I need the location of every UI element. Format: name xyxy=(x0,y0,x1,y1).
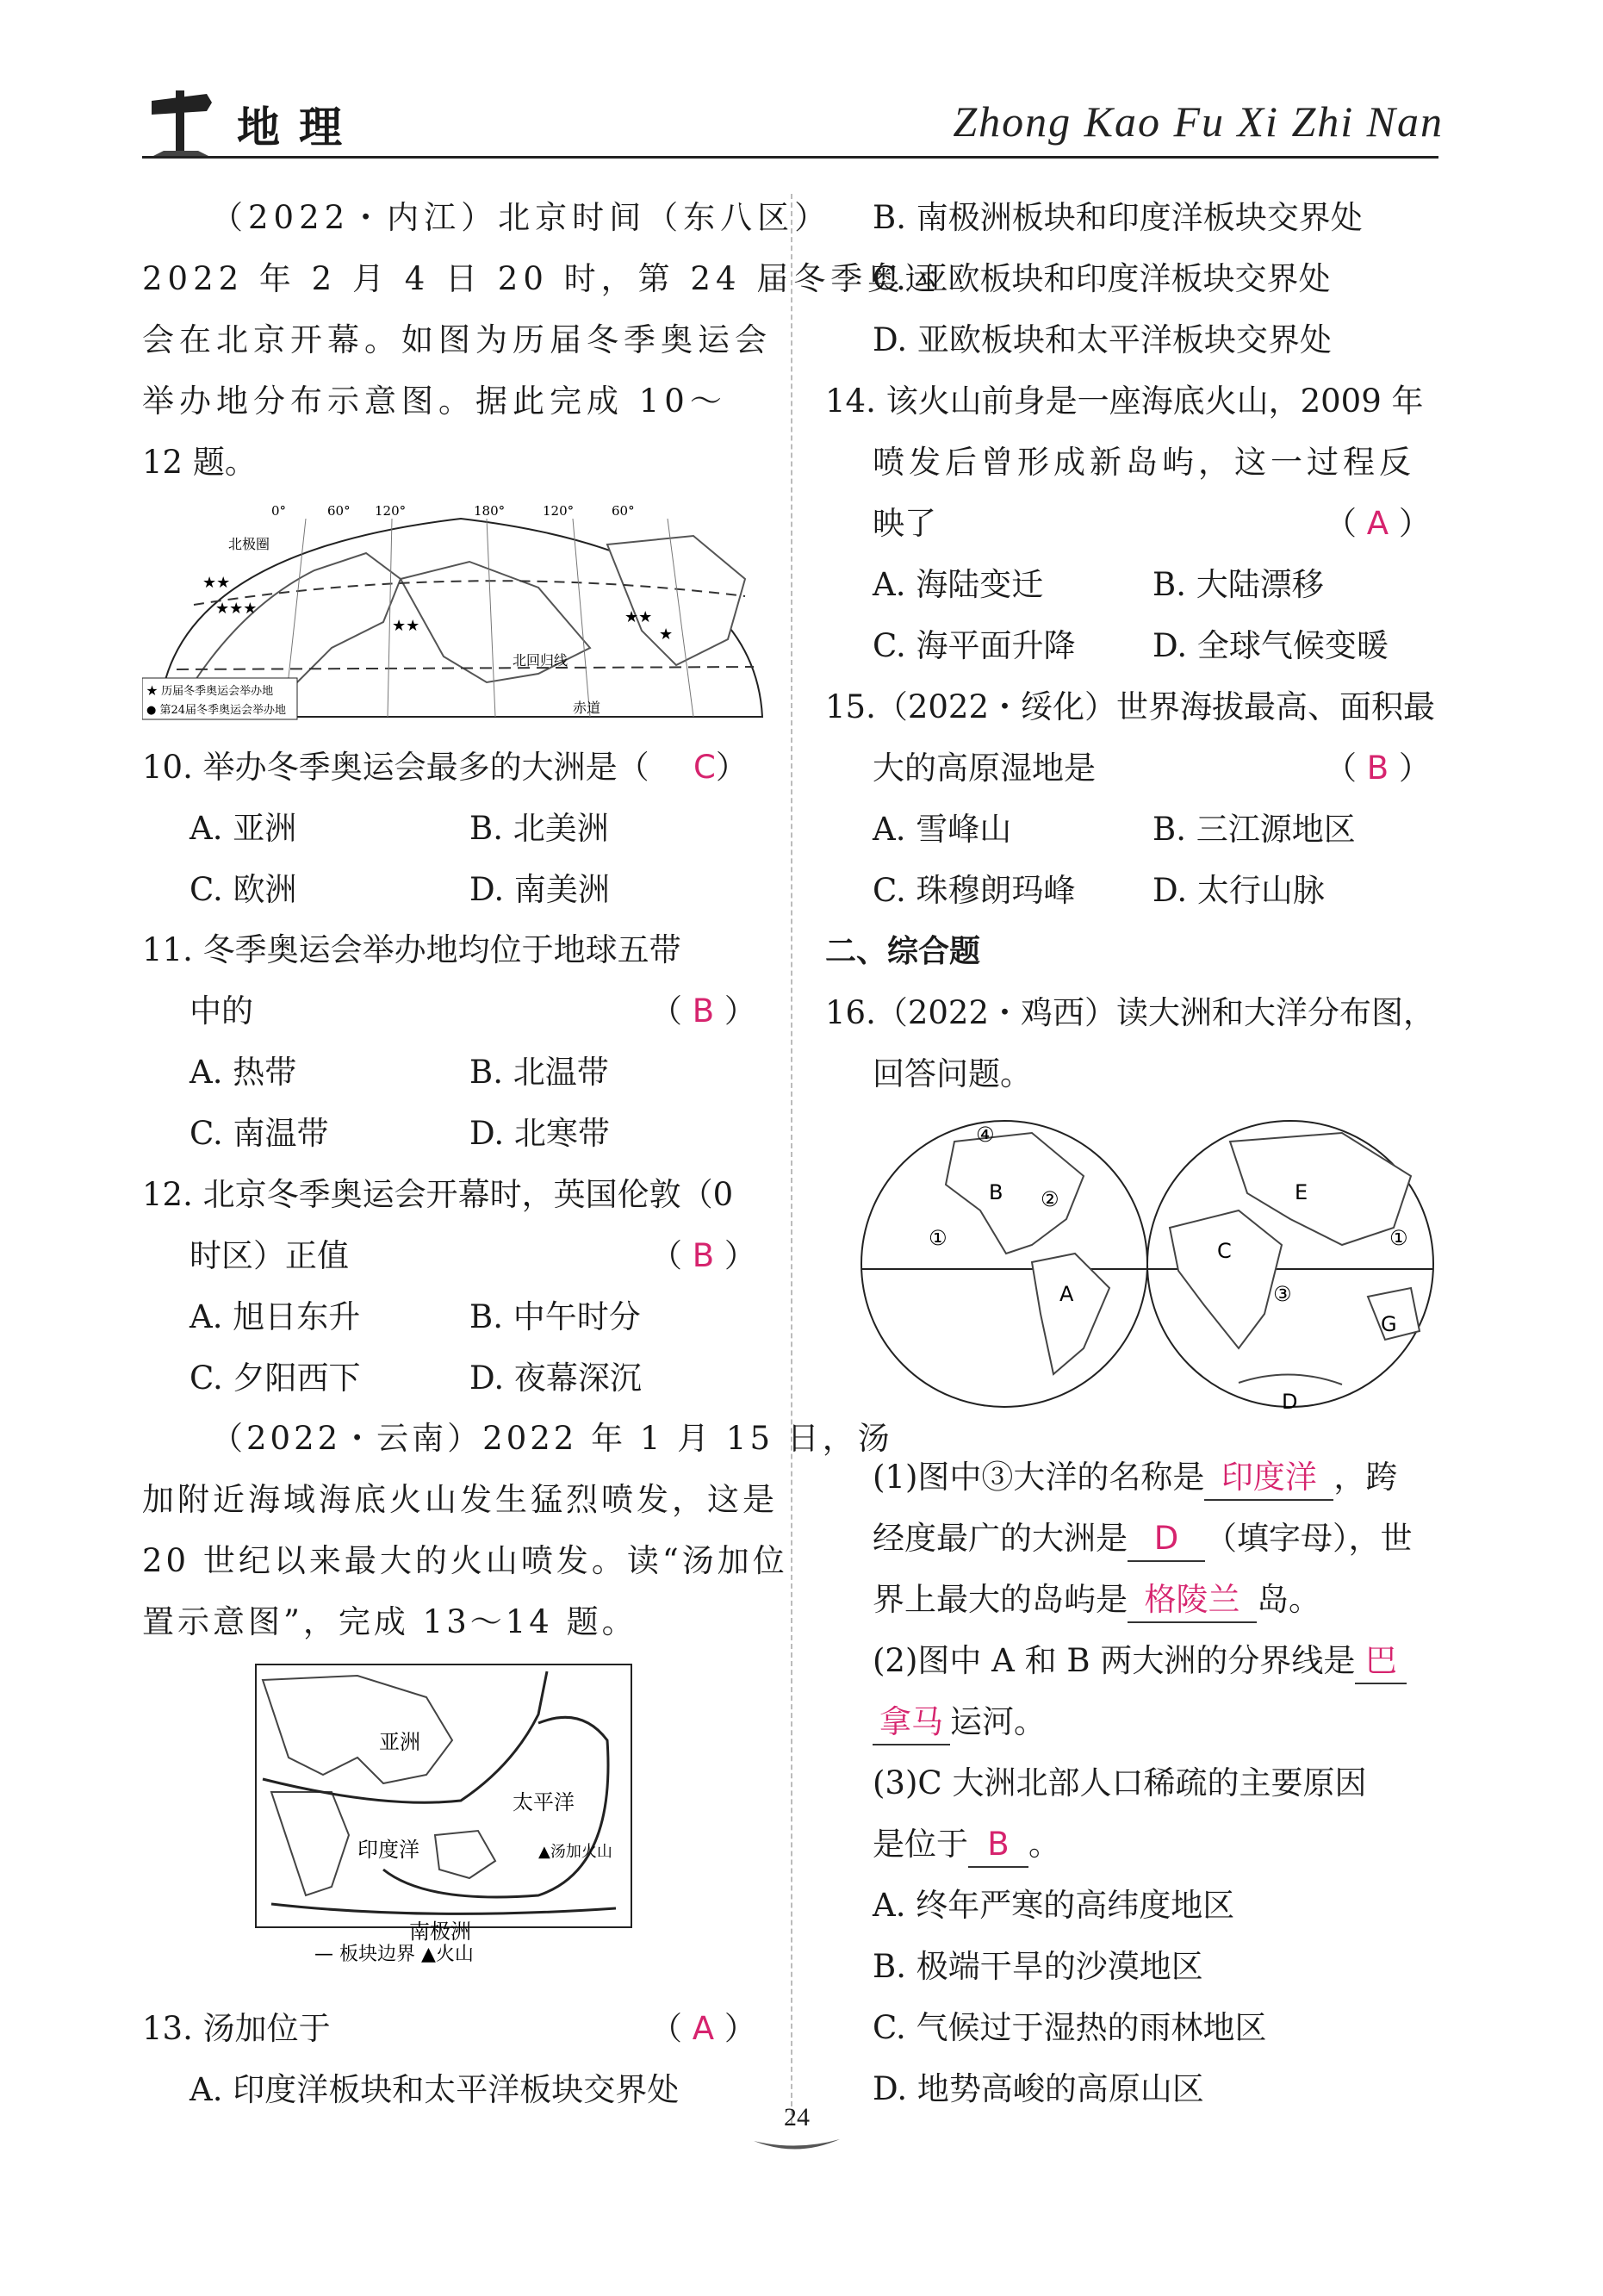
q12-stem: 12. 北京冬季奥运会开幕时，英国伦敦（0 xyxy=(142,1176,734,1213)
q12-option-c: C. 夕阳西下 xyxy=(190,1360,361,1397)
lon-label: 0° xyxy=(271,503,287,519)
q14-stem: 喷发后曾形成新岛屿，这一过程反 xyxy=(873,444,1415,481)
q15-stem: 大的高原湿地是 xyxy=(873,750,1096,787)
map-label-c: C xyxy=(1217,1239,1232,1263)
svg-text:★★: ★★ xyxy=(392,617,420,635)
map-label-g: G xyxy=(1381,1312,1397,1336)
legend-24th: ● 第24届冬季奥运会举办地 xyxy=(146,704,287,717)
q15-stem: 15.（2022・绥化）世界海拔最高、面积最 xyxy=(825,688,1436,725)
q14-option-b: B. 大陆漂移 xyxy=(1153,566,1324,603)
lon-label: 120° xyxy=(543,503,575,519)
q13-option-a: A. 印度洋板块和太平洋板块交界处 xyxy=(190,2071,680,2108)
continents-oceans-map xyxy=(860,1116,1437,1417)
subject-title: 地理 xyxy=(237,102,361,152)
q16-option-c: C. 气候过于湿热的雨林地区 xyxy=(873,2009,1267,2046)
equator-label: 赤道 xyxy=(573,700,601,716)
q16-part1: (1)图中③大洋的名称是 印度洋 ，跨 xyxy=(873,1456,1397,1501)
q11-stem: 中的 xyxy=(190,992,253,1030)
q14-option-a: A. 海陆变迁 xyxy=(873,566,1044,603)
q16-part1: 经度最广的大洲是 D （填字母），世 xyxy=(873,1517,1413,1562)
q14-answer: （ A ） xyxy=(1325,505,1431,542)
intro1-line: 会在北京开幕。如图为历届冬季奥运会 xyxy=(142,321,772,358)
q11-option-c: C. 南温带 xyxy=(190,1115,329,1152)
intro1-line: （2022・内江）北京时间（东八区） xyxy=(211,199,832,236)
tropic-label: 北回归线 xyxy=(513,652,569,669)
q16-part2: 拿马 运河。 xyxy=(873,1701,1046,1745)
intro2-line: 20 世纪以来最大的火山喷发。读“汤加位 xyxy=(142,1542,788,1579)
q10-option-b: B. 北美洲 xyxy=(469,810,609,847)
map-label-e: E xyxy=(1295,1180,1308,1204)
svg-text:★★: ★★ xyxy=(202,574,231,592)
map-label-1b: ① xyxy=(1389,1226,1408,1250)
q12-option-b: B. 中午时分 xyxy=(469,1298,641,1335)
tonga-location-map xyxy=(254,1663,633,1964)
q16-option-d: D. 地势高峻的高原山区 xyxy=(873,2070,1204,2107)
lon-label: 120° xyxy=(375,503,407,519)
section-heading: 二、综合题 xyxy=(825,934,981,969)
legend-olympic: ★ 历届冬季奥运会举办地 xyxy=(146,685,274,698)
column-divider xyxy=(791,194,792,2124)
q15-answer: （ B ） xyxy=(1325,750,1431,787)
map-label-d: D xyxy=(1282,1390,1298,1414)
tonga-label: ▲汤加火山 xyxy=(538,1843,612,1861)
map-label-4: ④ xyxy=(976,1123,995,1147)
q16-stem: 16.（2022・鸡西）读大洲和大洋分布图， xyxy=(825,994,1436,1031)
lon-label: 60° xyxy=(327,503,351,519)
lon-label: 60° xyxy=(612,503,635,519)
q11-option-b: B. 北温带 xyxy=(469,1054,609,1091)
q16-part3: 是位于 B 。 xyxy=(873,1823,1060,1868)
svg-text:★★★: ★★★ xyxy=(215,600,258,618)
q15-option-a: A. 雪峰山 xyxy=(873,811,1012,848)
page-number: 24 xyxy=(784,2103,810,2131)
q11-option-d: D. 北寒带 xyxy=(469,1115,610,1152)
header-rule xyxy=(142,156,1438,159)
intro1-line: 举办地分布示意图。据此完成 10～ xyxy=(142,383,727,420)
map-label-1: ① xyxy=(929,1226,948,1250)
q12-option-a: A. 旭日东升 xyxy=(190,1298,361,1335)
signpost-icon xyxy=(146,82,215,159)
map-label-b: B xyxy=(989,1180,1003,1204)
q14-option-c: C. 海平面升降 xyxy=(873,627,1076,664)
q13-option-d: D. 亚欧板块和太平洋板块交界处 xyxy=(873,321,1332,358)
q15-option-d: D. 太行山脉 xyxy=(1153,872,1325,909)
q16-part2: (2)图中 A 和 B 两大洲的分界线是 巴 xyxy=(873,1640,1407,1684)
map-label-a: A xyxy=(1059,1282,1074,1306)
q16-part3: (3)C 大洲北部人口稀疏的主要原因 xyxy=(873,1764,1367,1801)
q10-option-c: C. 欧洲 xyxy=(190,871,297,908)
q16-option-b: B. 极端干旱的沙漠地区 xyxy=(873,1948,1203,1985)
indian-ocean-label: 印度洋 xyxy=(357,1838,419,1862)
q12-option-d: D. 夜幕深沉 xyxy=(469,1360,642,1397)
intro2-line: （2022・云南）2022 年 1 月 15 日，汤 xyxy=(211,1420,893,1457)
intro1-line: 2022 年 2 月 4 日 20 时，第 24 届冬季奥运 xyxy=(142,260,942,297)
q10-stem: 10. 举办冬季奥运会最多的大洲是（ xyxy=(142,749,649,786)
q11-answer: （ B ） xyxy=(650,992,756,1030)
q13-option-c: C. 亚欧板块和印度洋板块交界处 xyxy=(873,260,1331,297)
q16-stem: 回答问题。 xyxy=(873,1055,1032,1092)
map2-legend: — 板块边界 ▲火山 xyxy=(314,1944,474,1964)
svg-text:★★: ★★ xyxy=(624,608,653,626)
asia-label: 亚洲 xyxy=(379,1730,420,1754)
intro2-line: 置示意图”，完成 13～14 题。 xyxy=(142,1603,637,1640)
q16-option-a: A. 终年严寒的高纬度地区 xyxy=(873,1887,1235,1924)
q14-stem: 14. 该火山前身是一座海底火山，2009 年 xyxy=(825,383,1424,420)
q15-option-c: C. 珠穆朗玛峰 xyxy=(873,872,1076,909)
map-label-3: ③ xyxy=(1273,1282,1292,1306)
antarctica-label: 南极洲 xyxy=(409,1920,471,1944)
q15-option-b: B. 三江源地区 xyxy=(1153,811,1356,848)
q11-stem: 11. 冬季奥运会举办地均位于地球五带 xyxy=(142,931,681,968)
q10-option-a: A. 亚洲 xyxy=(190,810,297,847)
q14-stem: 映了 xyxy=(873,505,936,542)
q13-answer: （ A ） xyxy=(650,2010,756,2047)
q12-answer: （ B ） xyxy=(650,1237,756,1274)
intro2-line: 加附近海域海底火山发生猛烈喷发，这是 xyxy=(142,1481,778,1518)
map-label-2: ② xyxy=(1041,1187,1059,1211)
book-title: Zhong Kao Fu Xi Zhi Nan xyxy=(953,97,1444,146)
q11-option-a: A. 热带 xyxy=(190,1054,297,1091)
page-number-badge xyxy=(745,2098,848,2158)
q10-option-d: D. 南美洲 xyxy=(469,871,610,908)
q13-option-b: B. 南极洲板块和印度洋板块交界处 xyxy=(873,199,1363,236)
intro1-line: 12 题。 xyxy=(142,444,257,481)
q14-option-d: D. 全球气候变暖 xyxy=(1153,627,1389,664)
q12-stem: 时区）正值 xyxy=(190,1237,349,1274)
winter-olympics-map xyxy=(142,501,780,725)
svg-text:★: ★ xyxy=(659,625,674,644)
q13-stem: 13. 汤加位于 xyxy=(142,2010,331,2047)
q16-part1: 界上最大的岛屿是 格陵兰 岛。 xyxy=(873,1578,1320,1623)
q10-answer: C） xyxy=(693,749,748,786)
lon-label: 180° xyxy=(474,503,506,519)
pacific-label: 太平洋 xyxy=(513,1790,575,1814)
arctic-label: 北极圈 xyxy=(228,536,270,552)
